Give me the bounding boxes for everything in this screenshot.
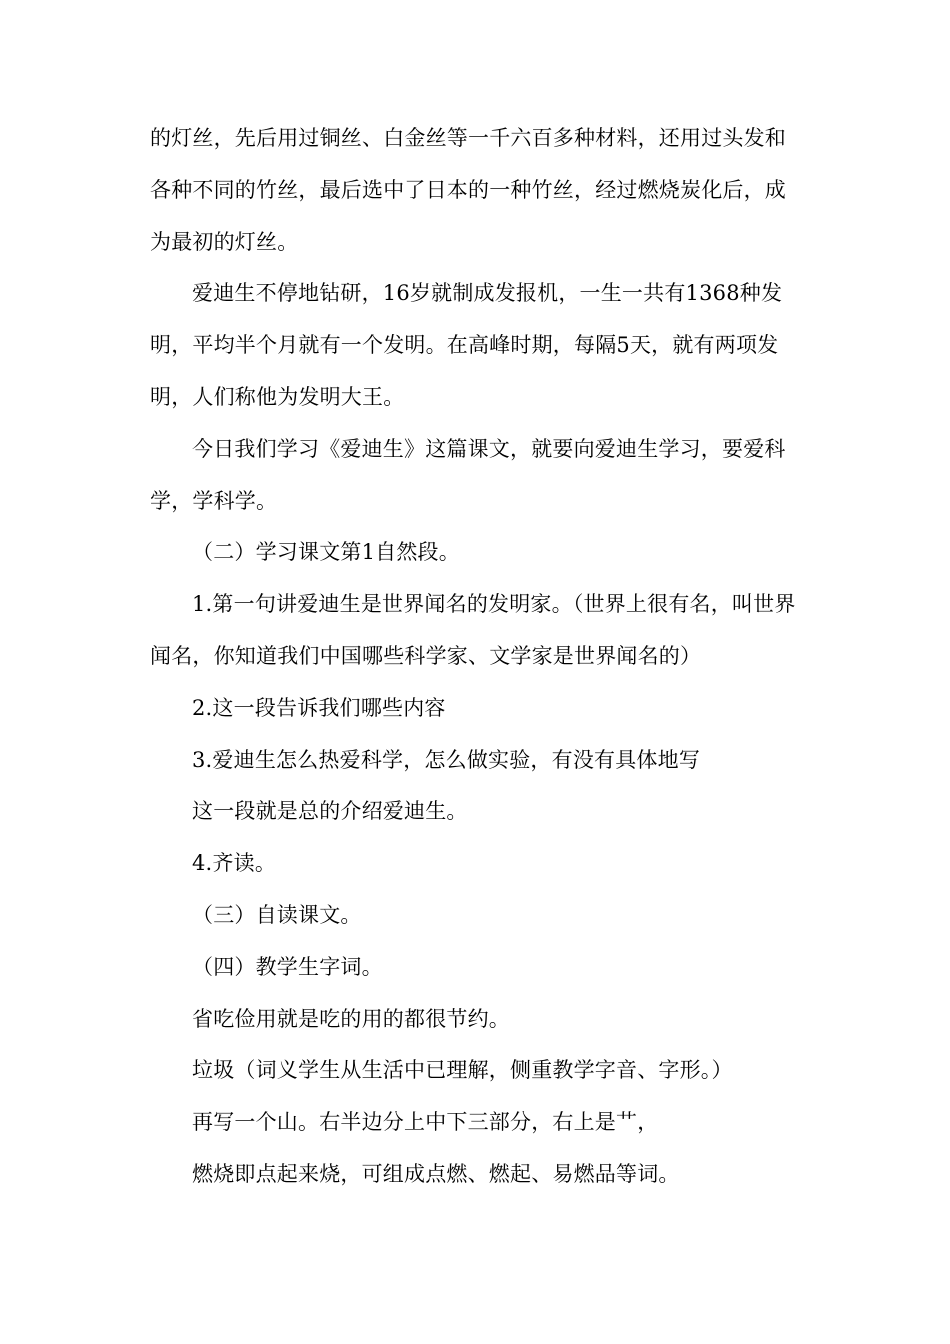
paragraph-summary: 这一段就是总的介绍爱迪生。 [192,799,468,824]
section-heading-4: （四）教学生字词。 [192,954,383,979]
vocab-item-frugal: 省吃俭用就是吃的用的都很节约。 [192,1006,510,1031]
list-item-1: 1.第一句讲爱迪生是世界闻名的发明家。（世界上很有名，叫世界闻名，你知道我们中国哪些科学家、文学家是世界闻名的） [150,592,796,668]
vocab-item-character-structure: 再写一个山。右半边分上中下三部分，右上是艹， [192,1110,659,1135]
paragraph-inventions-count: 爱迪生不停地钻研，16岁就制成发报机，一生一共有1368种发明，平均半个月就有一个发明。在高峰时期，每隔5天，就有两项发明，人们称他为发明大王。 [150,281,783,409]
list-item-4: 4.齐读。 [192,851,277,876]
vocab-item-garbage: 垃圾（词义学生从生活中已理解，侧重教学字音、字形。） [192,1058,733,1083]
section-heading-2: （二）学习课文第1自然段。 [192,540,460,565]
list-item-3: 3.爱迪生怎么热爱科学，怎么做实验，有没有具体地写 [192,747,701,772]
section-heading-3: （三）自读课文。 [192,902,362,927]
paragraph-filament-materials: 的灯丝，先后用过铜丝、白金丝等一千六百多种材料，还用过头发和各种不同的竹丝，最后选中了日本的一种竹丝，经过燃烧炭化后，成为最初的灯丝。 [150,126,786,254]
vocab-item-burn: 燃烧即点起来烧，可组成点燃、燃起、易燃品等词。 [192,1161,680,1186]
document-body [150,113,802,1201]
paragraph-learn-from-edison: 今日我们学习《爱迪生》这篇课文，就要向爱迪生学习，要爱科学，学科学。 [150,436,786,513]
list-item-2: 2.这一段告诉我们哪些内容 [192,695,446,720]
